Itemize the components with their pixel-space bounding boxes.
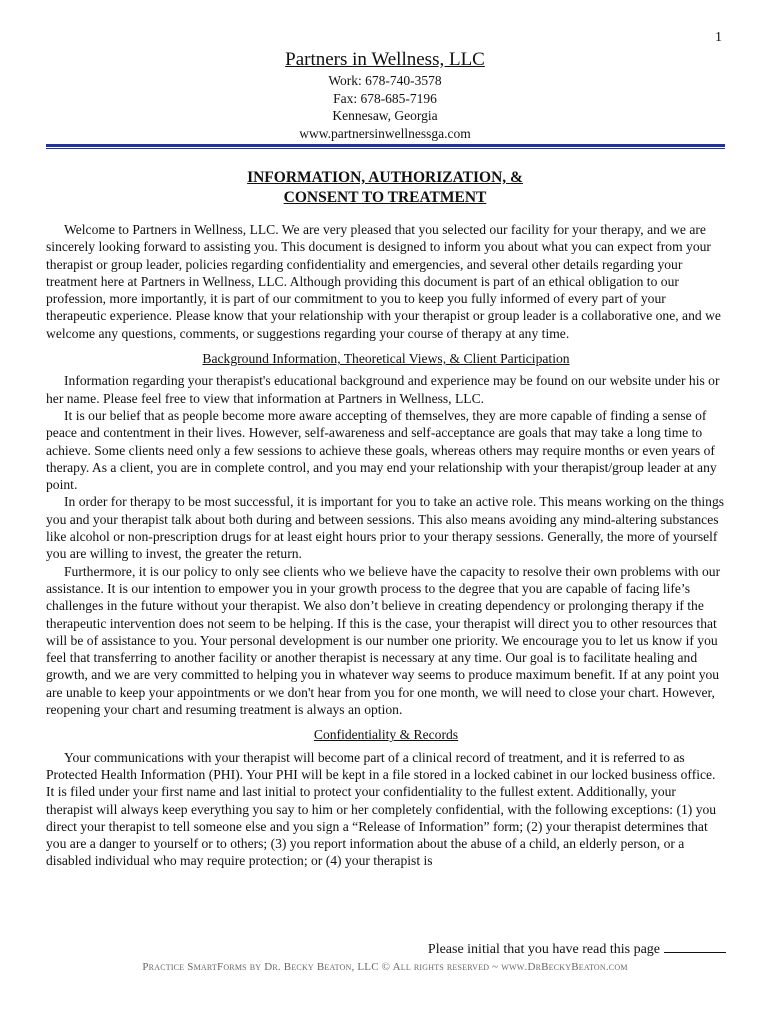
section-heading-background: Background Information, Theoretical Views, & Client Participation <box>202 351 570 367</box>
website: www.partnersinwellnessga.com <box>299 125 471 141</box>
paragraph: In order for therapy to be most successful, it is important for you to take an active role. This means working on the things you and your therapist talk about both during and between sessions. This also means avoiding any mind-altering substances like alcohol or non-prescription drugs for at least eight hours prior to your therapy sessions. Generally, the more of yourself you are willing to invest, the greater the return. <box>46 494 725 562</box>
initial-field[interactable] <box>664 938 726 953</box>
initial-label: Please initial that you have read this page <box>427 942 660 957</box>
intro-paragraph: Welcome to Partners in Wellness, LLC. We are very pleased that you selected our facility for your therapy, and we are sincerely looking forward to assisting you. This document is designed to inform you about what you can expect from your therapist or group leader, policies regarding confidentiality and emergencies, and several other details regarding your treatment here at Partners in Wellness, LLC. Although providing this document is part of an ethical obligation to our profession, more importantly, it is part of our commitment to you to keep you fully informed of every part of your therapeutic experience. Please know that your relationship with your therapist or group leader is a collaborative one, and we welcome any questions, comments, or suggestions regarding your course of therapy at any time. <box>46 222 721 341</box>
title-line-1: INFORMATION, AUTHORIZATION, & <box>247 169 523 186</box>
page-number: 1 <box>715 30 722 45</box>
work-phone: Work: 678-740-3578 <box>328 73 442 88</box>
initial-prompt <box>428 938 726 958</box>
header-divider-thin <box>46 148 725 149</box>
paragraph: Your communications with your therapist will become part of a clinical record of treatment, and it is referred to as Protected Health Information (PHI). Your PHI will be kept in a file stored in a locked cabinet in our locked business office. It is filed under your first name and last initial to protect your confidentiality to the fullest extent. Additionally, your therapist will always keep everything you say to him or her completely confidential, with the following exceptions: (1) you direct your therapist to tell someone else and you sign a “Release of Information” form; (2) your therapist determines that you are a danger to yourself or to others; (3) you report information about the abuse of a child, an elderly person, or a disabled individual who may require protection; or (4) your therapist is <box>46 749 717 869</box>
document-title <box>0 168 770 208</box>
header-divider <box>46 144 725 147</box>
letterhead <box>0 48 770 142</box>
org-name: Partners in Wellness, LLC <box>285 49 485 70</box>
paragraph: Information regarding your therapist's educational background and experience may be found on our website under his or her name. Please feel free to view that information at Partners in Wellness, LLC. <box>46 373 720 406</box>
section-heading-confidentiality: Confidentiality & Records <box>313 727 459 743</box>
footer: Practice SmartForms by Dr. Becky Beaton, LLC © All rights reserved ~ www.DrBeckyBeaton.com <box>142 961 628 973</box>
location: Kennesaw, Georgia <box>332 108 438 123</box>
fax-number: Fax: 678-685-7196 <box>333 90 437 106</box>
paragraph: Furthermore, it is our policy to only see clients who we believe have the capacity to resolve their own problems with our assistance. It is our intention to empower you in your growth process to the degree that you are capable of facing life’s challenges in the future without your therapist. We also don’t believe in creating dependency or prolonging therapy if the therapeutic intervention does not seem to be helping. If this is the case, your therapist will direct you to other resources that will be of assistance to you. Your personal development is our number one priority. We encourage you to let us know if you feel that transferring to another facility or another therapist is necessary at any time. Our goal is to facilitate healing and growth, and we are very committed to helping you in whatever way seems to produce maximum benefit. If at any point you are unable to keep your appointments or we don't hear from you for one month, we will need to close your chart. However, reopening your chart and resuming treatment is always an option. <box>46 563 721 718</box>
title-line-2: CONSENT TO TREATMENT <box>283 189 487 206</box>
paragraph: It is our belief that as people become more aware accepting of themselves, they are more capable of finding a sense of peace and contentment in their lives. However, self-awareness and self-acceptance are goals that may take a long time to achieve. Some clients need only a few sessions to achieve these goals, whereas others may require months or even years of therapy. As a client, you are in complete control, and you may end your relationship with your therapist/group leader at any point. <box>46 407 717 493</box>
document-body <box>46 221 726 870</box>
